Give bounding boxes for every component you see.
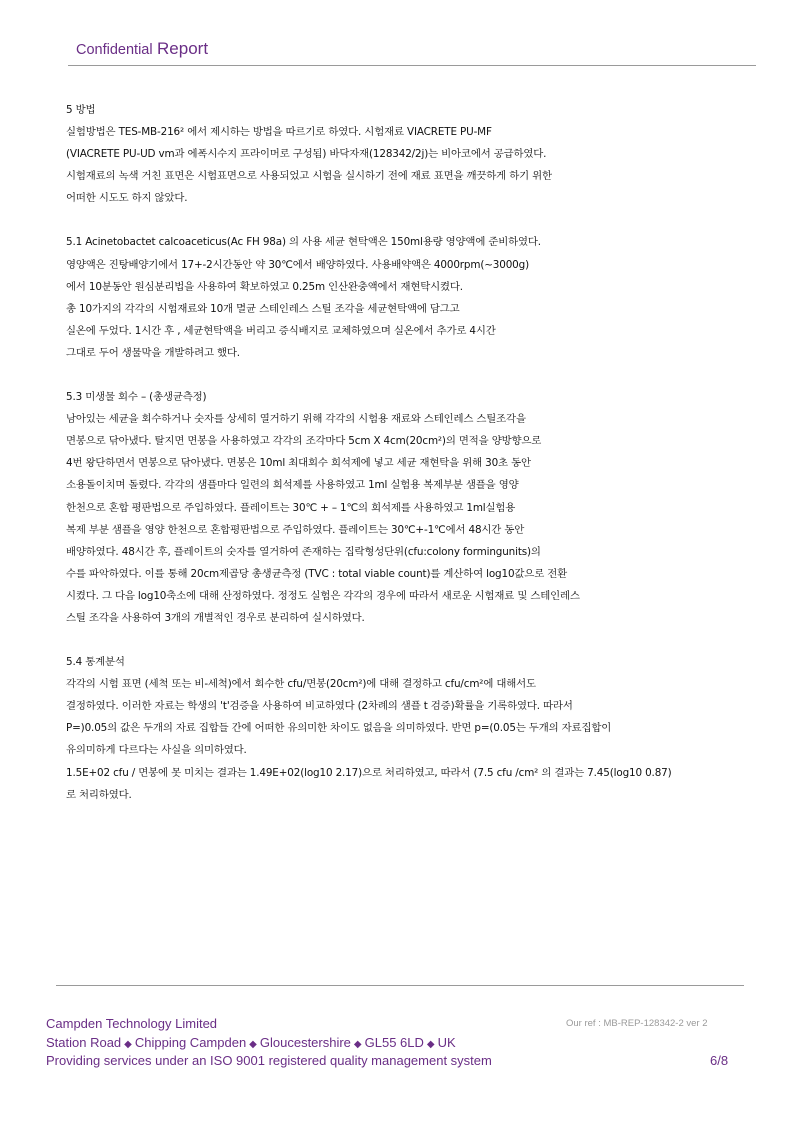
body-text-line: 실온에 두었다. 1시간 후 , 세균현탁액을 버리고 증식배지로 교체하였으며 실온에서 추가로 4시간 [66, 324, 496, 337]
body-text-line: 어떠한 시도도 하지 않았다. [66, 192, 188, 205]
paragraph-gap [66, 364, 756, 386]
body-text-line: (VIACRETE PU-UD vm과 에폭시수지 프라이머로 구성됨) 바닥자재(128342/2j)는 비아코에서 공급하였다. [66, 148, 547, 161]
body-text-line: 5.1 Acinetobactet calcoaceticus(Ac FH 98a) 의 사용 세균 현탁액은 150ml용량 영양액에 준비하였다. [66, 236, 541, 249]
body-text-line: 실험방법은 TES-MB-216² 에서 제시하는 방법을 따르기로 하였다. 시험재료 VIACRETE PU-MF [66, 126, 492, 139]
body-text-line: 수를 파악하였다. 이를 통해 20cm제곱당 총생균측정 (TVC : total viable count)를 계산하여 log10값으로 전환 [66, 567, 568, 580]
footer-line-iso [46, 1052, 746, 1071]
body-text-line: 한천으로 혼합 평판법으로 주입하였다. 플레이트는 30℃ + – 1℃의 희석제를 사용하였고 1ml실험용 [66, 501, 516, 514]
header-rule [68, 65, 756, 66]
body-text-line: 영양액은 진탕배양기에서 17+-2시간동안 약 30℃에서 배양하였다. 사용배약액은 4000rpm(~3000g) [66, 258, 529, 271]
iso-statement: Providing services under an ISO 9001 registered quality management system [46, 1053, 492, 1068]
address-part: Gloucestershire [259, 1034, 351, 1050]
company-name: Campden Technology Limited [46, 1016, 218, 1031]
header-confidential: Confidential [76, 42, 153, 58]
body-text-line: 에서 10분동안 원심분리법을 사용하여 확보하였고 0.25m 인산완충액에서 재현탁시켰다. [66, 280, 463, 293]
body-text-line: P=)0.05의 값은 두개의 자료 집합들 간에 어떠한 유의미한 차이도 없음을 의미하였다. 반면 p=(0.05는 두개의 자료집합이 [66, 722, 612, 735]
body-text-line: 4번 왕단하면서 면봉으로 닦아냈다. 면봉은 10ml 최대회수 희석제에 넣고 세균 재현탁을 위해 30초 동안 [66, 457, 531, 470]
body-text-line: 면봉으로 닦아냈다. 탈지면 면봉을 사용하였고 각각의 조각마다 5cm X 4cm(20cm²)의 면적을 양방향으로 [66, 435, 542, 448]
diamond-separator-icon: ◆ [426, 1038, 435, 1050]
body-text-line: 그대로 두어 생물막을 개발하려고 했다. [66, 346, 240, 359]
our-reference: Our ref : MB-REP-128342-2 ver 2 [566, 1018, 708, 1029]
footer-rule [56, 985, 744, 986]
body-text-line: 유의미하게 다르다는 사실을 의미하였다. [66, 744, 247, 757]
document-body [66, 99, 756, 806]
body-text-line: 5.3 미생물 회수 – (총생균측정) [66, 391, 207, 404]
body-text-line: 소용돌이치며 돌렸다. 각각의 샘플마다 일련의 희석제를 사용하였고 1ml 실험용 복제부분 샘플을 영양 [66, 479, 519, 492]
body-text-line: 5 방법 [66, 104, 96, 116]
footer-line-company [46, 1015, 746, 1034]
body-text-line: 총 10가지의 각각의 시험재료와 10개 멸균 스테인레스 스틸 조각을 세균현탁액에 담그고 [66, 302, 460, 315]
header-report: Report [157, 39, 209, 58]
address-part: Chipping Campden [134, 1034, 247, 1050]
body-text-line: 각각의 시험 표면 (세척 또는 비-세척)에서 회수한 cfu/면봉(20cm²)에 대해 결정하고 cfu/cm²에 대해서도 [66, 678, 536, 691]
footer-address [46, 1034, 746, 1053]
body-text-line: 5.4 통계분석 [66, 656, 125, 669]
address-part: GL55 6LD [364, 1034, 424, 1050]
body-text-line: 복제 부분 샘플을 영양 한천으로 혼합평판법으로 주입하였다. 플레이트는 30℃+-1℃에서 48시간 동안 [66, 523, 525, 536]
body-text-line: 남아있는 세균을 회수하거나 숫자를 상세히 열거하기 위해 각각의 시험용 재료와 스테인레스 스틸조각을 [66, 413, 526, 426]
body-text-line: 로 처리하였다. [66, 788, 132, 801]
body-text-line: 시켰다. 그 다음 log10축소에 대해 산정하였다. 정정도 실험은 각각의 경우에 따라서 새로운 시험재료 및 스테인레스 [66, 589, 580, 602]
diamond-separator-icon: ◆ [353, 1038, 362, 1050]
body-text-line: 1.5E+02 cfu / 면봉에 못 미치는 결과는 1.49E+02(log10 2.17)으로 처리하였고, 따라서 (7.5 cfu /cm² 의 결과는 7.45(log10 0.87) [66, 766, 672, 779]
body-text-line: 결정하였다. 이러한 자료는 학생의 't'검증을 사용하여 비교하였다 (2차례의 샘플 t 검증)확률을 기록하였다. 따라서 [66, 700, 573, 713]
paragraph-gap [66, 629, 756, 651]
header-title [76, 39, 208, 59]
address-part: UK [437, 1034, 456, 1050]
diamond-separator-icon: ◆ [124, 1038, 132, 1050]
body-text-line: 시험재료의 녹색 거친 표면은 시험표면으로 사용되었고 시험을 실시하기 전에 재료 표면을 깨끗하게 하기 위한 [66, 170, 552, 183]
address-part: Station Road [46, 1034, 122, 1050]
body-text-line: 배양하였다. 48시간 후, 플레이트의 숫자를 열거하여 존재하는 집락형성단위(cfu:colony formingunits)의 [66, 545, 541, 558]
footer [46, 1015, 746, 1071]
page-number: 6/8 [710, 1053, 729, 1068]
diamond-separator-icon: ◆ [249, 1038, 257, 1050]
body-text-line: 스틸 조각을 사용하여 3개의 개별적인 경우로 분리하여 실시하였다. [66, 611, 365, 624]
paragraph-gap [66, 209, 756, 231]
